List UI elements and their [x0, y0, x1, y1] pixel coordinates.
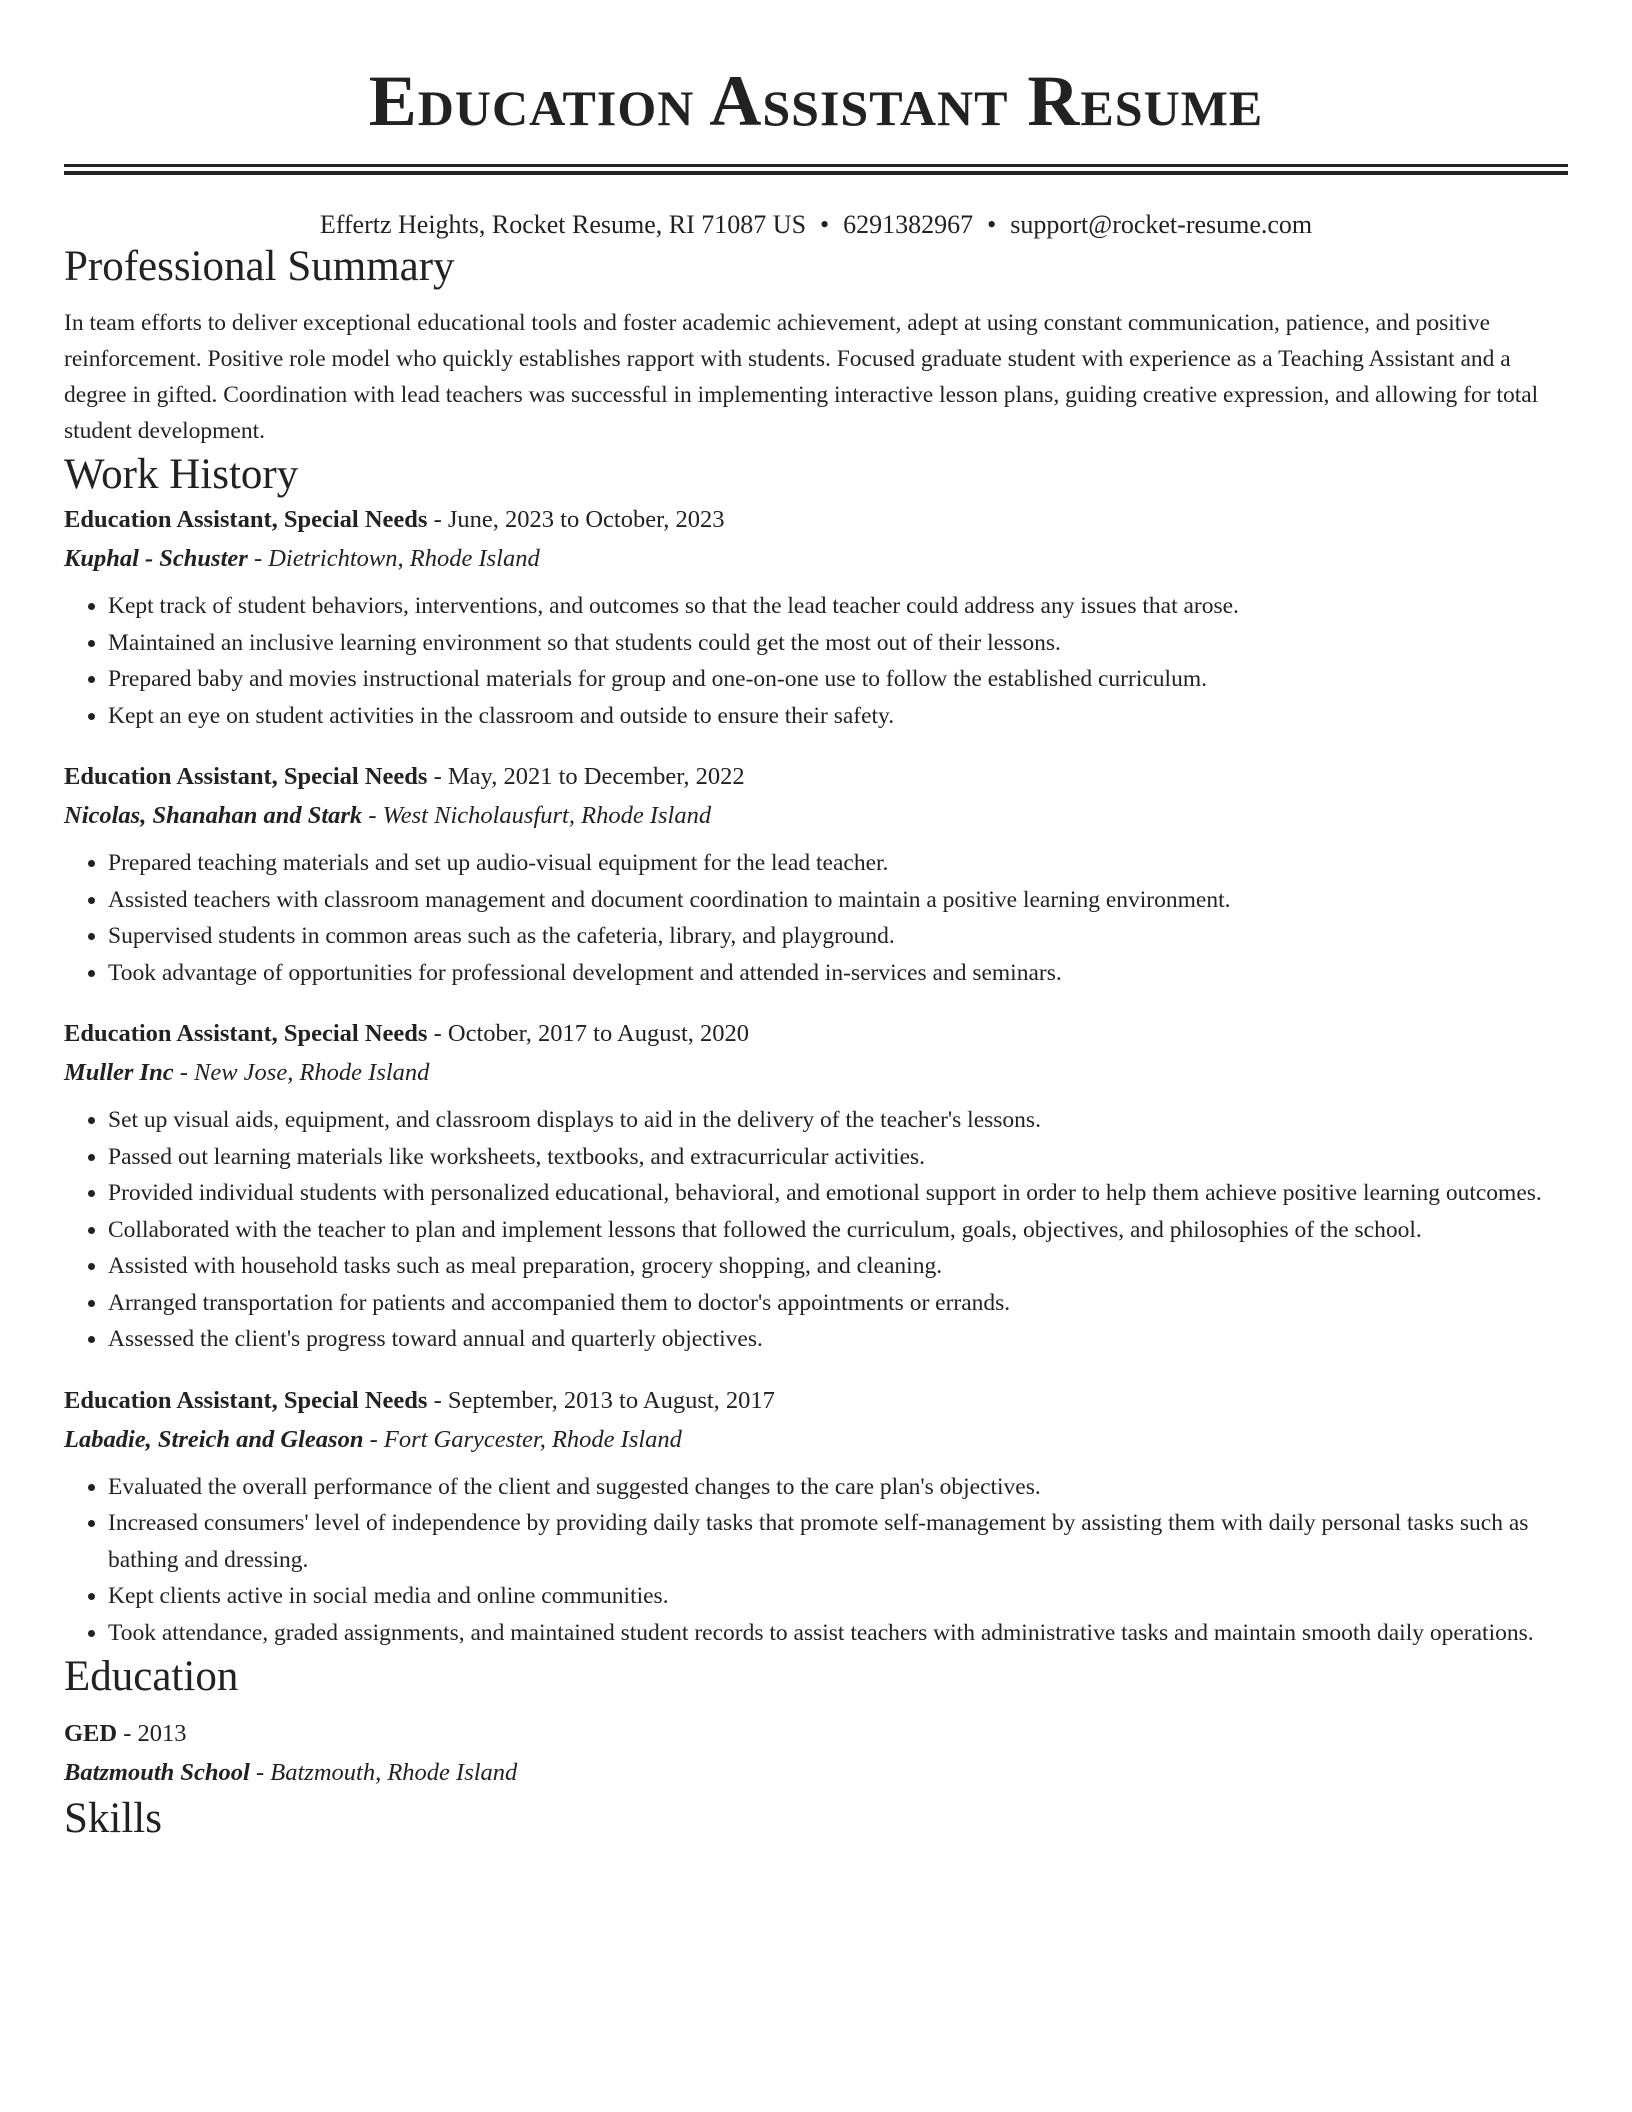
- job-title: Education Assistant, Special Needs: [64, 1386, 428, 1414]
- resume-title: Education Assistant Resume: [368, 61, 1264, 141]
- list-item: • Kept track of student behaviors, interventions, and outcomes so that the lead teacher could address any issues that arose.: [108, 588, 1568, 625]
- school-name: Batzmouth School: [64, 1759, 250, 1786]
- list-item: • Evaluated the overall performance of the client and suggested changes to the care plan's objectives.: [108, 1469, 1568, 1506]
- job-title: Education Assistant, Special Needs: [64, 1020, 428, 1047]
- contact-line: [64, 209, 1568, 241]
- company-location: - Dietrichtown, Rhode Island: [247, 545, 540, 572]
- company-name: Muller Inc: [64, 1059, 174, 1086]
- job-entry-4: [64, 1382, 1568, 1652]
- list-item: • Collaborated with the teacher to plan and implement lessons that followed the curriculum, goals, objectives, and philosophies of the school.: [108, 1212, 1568, 1249]
- job-entry-2: [64, 758, 1568, 991]
- list-item: • Increased consumers' level of independence by providing daily tasks that promote self-management by assisting them with daily personal tasks such as bathing and dressing.: [108, 1505, 1568, 1578]
- list-item: • Took attendance, graded assignments, and maintained student records to assist teachers with administrative tasks and maintain smooth daily operations.: [108, 1615, 1568, 1652]
- degree-line: [64, 1715, 1568, 1753]
- list-item: • Prepared baby and movies instructional materials for group and one-on-one use to follow the established curriculum.: [108, 661, 1568, 698]
- work-history-list: [64, 501, 1568, 1651]
- company-location: - Fort Garycester, Rhode Island: [363, 1425, 682, 1453]
- contact-email: support@rocket-resume.com: [1010, 210, 1313, 239]
- job-title-line: [64, 1382, 1568, 1420]
- job-entry-1: [64, 501, 1568, 734]
- degree: GED: [64, 1720, 118, 1747]
- job-bullets: [64, 1102, 1568, 1358]
- work-history-heading: Work History: [64, 451, 299, 498]
- list-item: • Maintained an inclusive learning environment so that students could get the most out of their lessons.: [108, 625, 1568, 662]
- company-line: [64, 1420, 1568, 1460]
- skills-heading: Skills: [64, 1795, 162, 1842]
- list-item: • Set up visual aids, equipment, and classroom displays to aid in the delivery of the teacher's lessons.: [108, 1102, 1568, 1139]
- list-item: • Provided individual students with personalized educational, behavioral, and emotional support in order to help them achieve positive learning outcomes.: [108, 1175, 1568, 1212]
- list-item: • Kept clients active in social media and online communities.: [108, 1578, 1568, 1615]
- list-item: • Arranged transportation for patients and accompanied them to doctor's appointments or errands.: [108, 1285, 1568, 1322]
- contact-phone: 6291382967: [843, 210, 974, 239]
- summary-heading: Professional Summary: [64, 243, 455, 290]
- company-line: [64, 1053, 1568, 1093]
- contact-separator: •: [820, 210, 830, 239]
- job-entry-3: [64, 1015, 1568, 1358]
- job-title: Education Assistant, Special Needs: [64, 763, 428, 790]
- list-item: • Assisted with household tasks such as meal preparation, grocery shopping, and cleaning.: [108, 1248, 1568, 1285]
- job-dates: - October, 2017 to August, 2020: [427, 1020, 750, 1047]
- degree-year: - 2013: [117, 1720, 187, 1747]
- school-location: - Batzmouth, Rhode Island: [249, 1759, 518, 1786]
- list-item: • Supervised students in common areas such as the cafeteria, library, and playground.: [108, 918, 1568, 955]
- job-bullets: [64, 1469, 1568, 1652]
- job-dates: - May, 2021 to December, 2022: [427, 763, 745, 790]
- job-dates: - September, 2013 to August, 2017: [427, 1386, 775, 1414]
- company-name: Nicolas, Shanahan and Stark: [64, 802, 363, 829]
- education-entry: [64, 1715, 1568, 1793]
- education-heading: Education: [64, 1653, 239, 1700]
- job-title-line: [64, 758, 1568, 796]
- title-double-rule: [64, 164, 1568, 175]
- school-line: [64, 1753, 1568, 1793]
- company-line: [64, 796, 1568, 836]
- contact-separator: •: [987, 210, 997, 239]
- contact-address: Effertz Heights, Rocket Resume, RI 71087 US: [319, 210, 807, 239]
- list-item: • Kept an eye on student activities in the classroom and outside to ensure their safety.: [108, 698, 1568, 735]
- company-location: - New Jose, Rhode Island: [173, 1059, 430, 1086]
- job-bullets: [64, 845, 1568, 991]
- job-title: Education Assistant, Special Needs: [64, 506, 428, 533]
- list-item: • Prepared teaching materials and set up audio-visual equipment for the lead teacher.: [108, 845, 1568, 882]
- list-item: • Took advantage of opportunities for professional development and attended in-services and seminars.: [108, 955, 1568, 992]
- summary-text: In team efforts to deliver exceptional educational tools and foster academic achievement, adept at using constant communication, patience, and positive reinforcement. Positive role model who quickly establishes rapport with students. Focused graduate student with experience as a Teaching Assistant and a degree in gifted. Coordination with lead teachers was successful in implementing interactive lesson plans, guiding creative expression, and allowing for total student development.: [64, 310, 1539, 444]
- job-bullets: [64, 588, 1568, 734]
- list-item: • Assisted teachers with classroom management and document coordination to maintain a positive learning environment.: [108, 882, 1568, 919]
- job-dates: - June, 2023 to October, 2023: [427, 506, 725, 533]
- company-name: Kuphal - Schuster: [64, 545, 248, 572]
- list-item: • Passed out learning materials like worksheets, textbooks, and extracurricular activities.: [108, 1139, 1568, 1176]
- company-line: [64, 539, 1568, 579]
- list-item: • Assessed the client's progress toward annual and quarterly objectives.: [108, 1321, 1568, 1358]
- company-location: - West Nicholausfurt, Rhode Island: [362, 802, 712, 829]
- job-title-line: [64, 501, 1568, 539]
- job-title-line: [64, 1015, 1568, 1053]
- company-name: Labadie, Streich and Gleason: [64, 1425, 364, 1453]
